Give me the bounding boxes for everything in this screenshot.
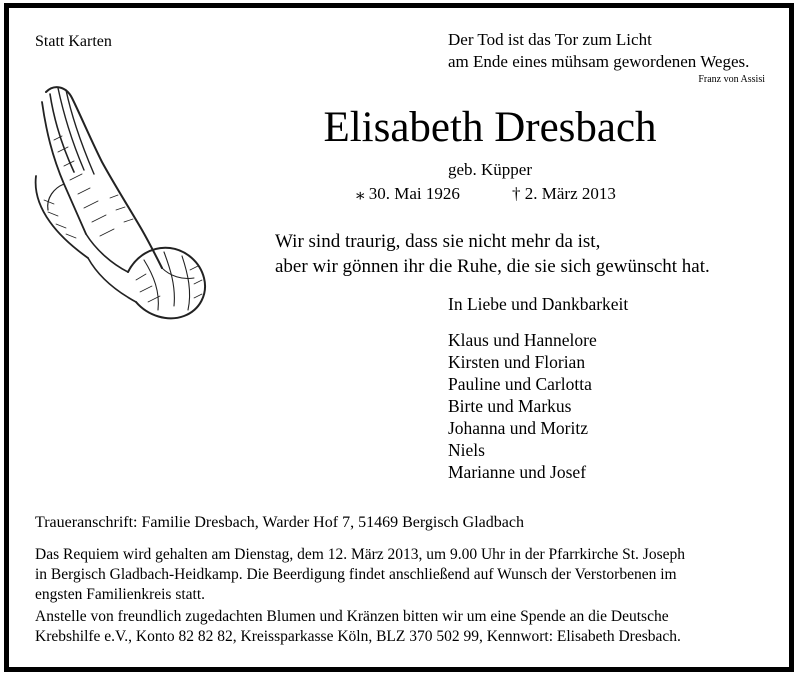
praying-hands-icon: [24, 80, 224, 325]
donation-line: Anstelle von freundlich zugedachten Blumen und Kränzen bitten wir um eine Spende an die Deutsche: [35, 608, 669, 625]
requiem-line: engsten Familienkreis statt.: [35, 586, 206, 603]
family-member: Marianne und Josef: [448, 462, 587, 482]
requiem-line: Das Requiem wird gehalten am Dienstag, dem 12. März 2013, um 9.00 Uhr in der Pfarrkirche St. Joseph: [35, 546, 685, 563]
quote-line: am Ende eines mühsam gewordenen Weges.: [448, 52, 750, 71]
quote-author: Franz von Assisi: [698, 74, 765, 85]
mourning-text: [275, 229, 710, 279]
mourning-line: Wir sind traurig, dass sie nicht mehr da ist,: [275, 231, 601, 252]
mourning-line: aber wir gönnen ihr die Ruhe, die sie sich gewünscht hat.: [275, 256, 710, 277]
requiem-line: in Bergisch Gladbach-Heidkamp. Die Beerdigung findet anschließend auf Wunsch der Verstorbenen im: [35, 566, 677, 583]
family-member: Kirsten und Florian: [448, 352, 586, 372]
family-member: Klaus und Hannelore: [448, 330, 597, 350]
closing-phrase: In Liebe und Dankbarkeit: [448, 294, 629, 314]
maiden-name: geb. Küpper: [447, 160, 533, 179]
statt-karten-label: Statt Karten: [35, 33, 112, 50]
family-member: Johanna und Moritz: [448, 418, 588, 438]
birth-date: ⁎ 30. Mai 1926: [356, 184, 460, 203]
quote-line: Der Tod ist das Tor zum Licht: [448, 30, 652, 49]
family-list: [448, 329, 597, 483]
family-member: Birte und Markus: [448, 396, 572, 416]
deceased-name: Elisabeth Dresbach: [323, 104, 657, 151]
family-member: Pauline und Carlotta: [448, 374, 592, 394]
quote: [448, 29, 749, 73]
family-member: Niels: [448, 440, 485, 460]
donation-line: Krebshilfe e.V., Konto 82 82 82, Kreissparkasse Köln, BLZ 370 502 99, Kennwort: Elisabeth Dresbach.: [35, 628, 681, 645]
death-date: † 2. März 2013: [512, 184, 616, 203]
mourning-address: Traueranschrift: Familie Dresbach, Warder Hof 7, 51469 Bergisch Gladbach: [35, 514, 524, 531]
requiem-info: [35, 545, 775, 605]
donation-info: [35, 607, 775, 647]
